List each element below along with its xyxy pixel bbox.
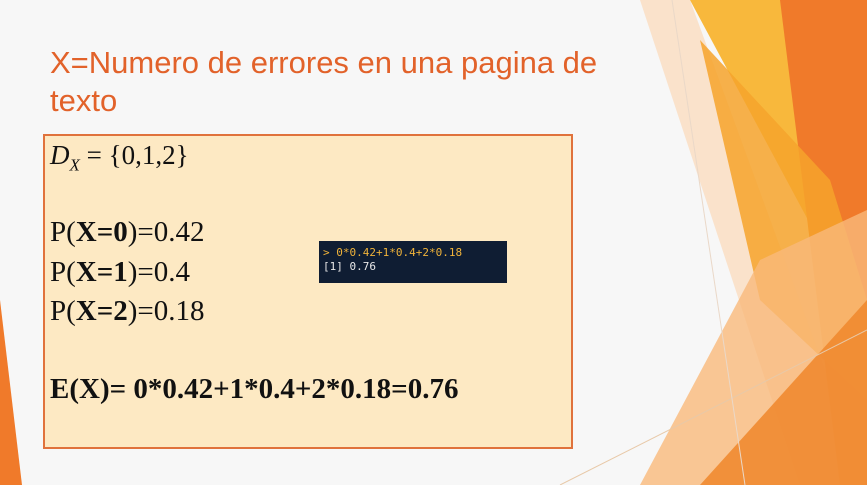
probability-line [50,216,205,249]
prob-prefix: P( [50,256,76,288]
prob-variable: X=1 [75,256,128,288]
prob-value: )=0.4 [127,256,191,288]
domain-subscript: X [69,155,80,175]
deco-shape-left-sliver [0,300,22,485]
prob-value: )=0.18 [127,295,205,327]
prob-prefix: P( [50,216,76,248]
probability-line [50,295,205,328]
probability-line [50,256,190,289]
domain-formula [50,140,189,175]
prob-prefix: P( [50,295,76,327]
console-command: > 0*0.42+1*0.4+2*0.18 [323,246,463,259]
domain-set: = {0,1,2} [86,140,189,170]
console-output: [1] 0.76 [323,260,376,273]
prob-variable: X=0 [75,216,128,248]
r-console-snippet [319,241,507,283]
prob-variable: X=2 [75,295,128,327]
prob-value: )=0.42 [127,216,205,248]
slide-title: X=Numero de errores en una pagina de texto [50,45,598,118]
expectation-formula: E(X)= 0*0.42+1*0.4+2*0.18=0.76 [50,373,459,405]
domain-symbol: D [50,140,70,170]
